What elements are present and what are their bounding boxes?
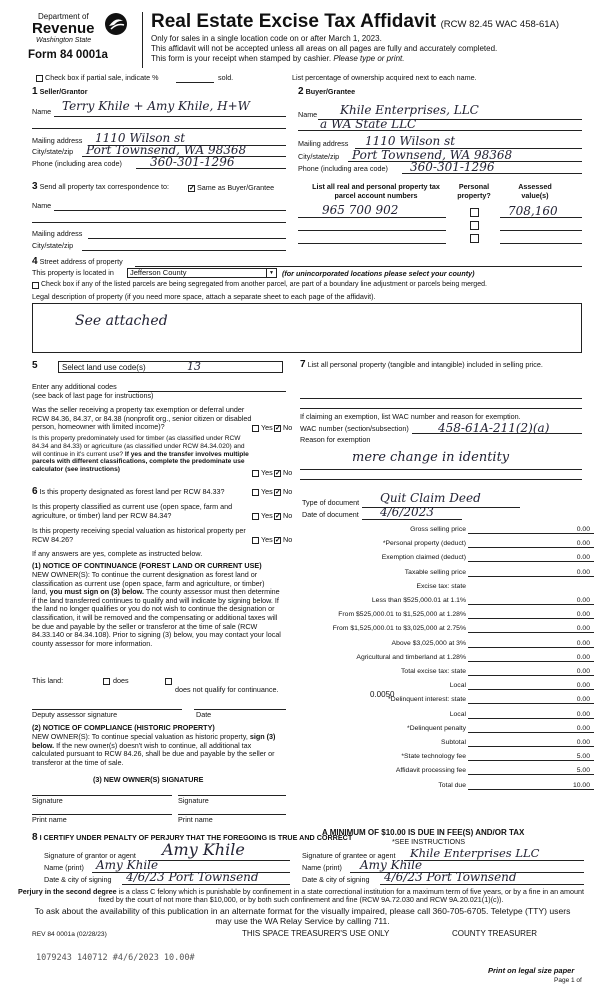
seller-heading: 1 Seller/Grantor bbox=[32, 86, 88, 97]
tax-row-label: Agricultural and timberland at 1.28% bbox=[356, 653, 466, 661]
ownership-note: List percentage of ownership acquired next to each name. bbox=[292, 73, 477, 82]
seller-city-label: City/state/zip bbox=[32, 147, 74, 156]
deputy-signature-label: Deputy assessor signature bbox=[32, 710, 118, 719]
historic-question: Is this property receiving special valuation as historical property per RCW 84.26? bbox=[32, 526, 246, 544]
historic-no-checkbox[interactable]: ✓ bbox=[275, 537, 281, 544]
grantee-name-label: Name (print) bbox=[302, 863, 342, 872]
exemption-question: Was the seller receiving a property tax exemption or deferral under RCW 84.36, 84.37, or 84.38 (nonprofit org., senior citizen or disabled person, homeowner with limited income)? bbox=[32, 405, 252, 432]
located-in-label: This property is located in bbox=[32, 268, 114, 277]
new-owner-signature-label-2: Signature bbox=[178, 796, 209, 805]
grantee-signature-value[interactable]: Khile Enterprises LLC bbox=[410, 846, 540, 860]
county-treasurer-label: COUNTY TREASURER bbox=[452, 929, 538, 938]
tax-row-label: From $1,525,000.01 to $3,025,000 at 2.75% bbox=[332, 625, 466, 633]
buyer-name-value-2[interactable]: a WA State LLC bbox=[320, 117, 417, 131]
minimum-fee-note: A MINIMUM OF $10.00 IS DUE IN FEE(S) AND/OR TAX bbox=[322, 828, 525, 837]
timber-no-label: No bbox=[283, 468, 293, 477]
grantor-name-label: Name (print) bbox=[44, 863, 84, 872]
correspondence-mailing-label: Mailing address bbox=[32, 229, 83, 238]
parcel-number-value[interactable]: 965 700 902 bbox=[322, 203, 399, 217]
seller-phone-label: Phone (including area code) bbox=[32, 159, 122, 168]
reason-value[interactable]: mere change in identity bbox=[352, 450, 510, 465]
buyer-mailing-label: Mailing address bbox=[298, 139, 349, 148]
tax-row-value[interactable]: 5.00 bbox=[576, 767, 590, 775]
tax-row-value[interactable]: 0.00 bbox=[576, 668, 590, 675]
land-use-select-label: Select land use code(s) bbox=[62, 363, 146, 372]
exemption-note: If claiming an exemption, list WAC number and reason for exemption. bbox=[300, 412, 521, 421]
timber-yes-label: Yes bbox=[261, 468, 273, 477]
tax-row bbox=[300, 738, 594, 748]
doc-type-label: Type of document bbox=[302, 498, 360, 507]
dept-line1: Department of bbox=[38, 12, 89, 21]
tax-row-value[interactable]: 0.00 bbox=[576, 653, 590, 661]
assessed-value-col-header: Assessed value(s) bbox=[518, 182, 552, 200]
tax-row bbox=[300, 781, 594, 791]
tax-row-value[interactable]: 5.00 bbox=[576, 753, 590, 761]
treasurer-stamp: 1079243 140712 #4/6/2023 10.00# bbox=[36, 953, 195, 963]
seller-city-value[interactable]: Port Townsend, WA 98368 bbox=[86, 143, 247, 157]
alternate-format-notice: To ask about the availability of this publication in an alternate format for the visually impaired, please call 360-705-6705. Teletype (TTY) users may use the WA Relay Service by calling 711. bbox=[34, 906, 571, 926]
tax-row-value[interactable]: 0.00 bbox=[576, 611, 590, 619]
dept-line2: Revenue bbox=[32, 20, 95, 37]
see-back-label: (see back of last page for instructions) bbox=[32, 391, 154, 400]
wac-value[interactable]: 458-61A-211(2)(a) bbox=[438, 421, 550, 435]
notice-continuance-title: (1) NOTICE OF CONTINUANCE (FOREST LAND OR CURRENT USE) bbox=[32, 561, 262, 570]
tax-row-value[interactable]: 0.00 bbox=[576, 710, 590, 718]
notice-compliance-title: (2) NOTICE OF COMPLIANCE (HISTORIC PROPERTY) bbox=[32, 723, 215, 732]
grantor-signature-value[interactable]: Amy Khile bbox=[162, 840, 245, 859]
parcel-col-header: List all real and personal property tax parcel account numbers bbox=[312, 182, 440, 200]
tax-row bbox=[300, 539, 594, 549]
tax-row-label: *Delinquent interest: state bbox=[388, 696, 466, 704]
exemption-no-checkbox[interactable]: ✓ bbox=[275, 425, 281, 432]
tax-row bbox=[300, 582, 594, 592]
doc-date-label: Date of document bbox=[302, 510, 359, 519]
tax-row-value[interactable]: 0.00 bbox=[576, 696, 590, 704]
personal-property-list-label: 7 List all personal property (tangible and intangible) included in selling price. bbox=[300, 359, 543, 370]
tax-row-value[interactable]: 10.00 bbox=[572, 781, 590, 789]
legal-description-value: See attached bbox=[75, 313, 168, 329]
doc-type-value[interactable]: Quit Claim Deed bbox=[380, 491, 481, 505]
grantor-signature-label: Signature of grantor or agent bbox=[44, 851, 136, 860]
historic-yes-label: Yes bbox=[261, 535, 273, 544]
street-address-label: 4 Street address of property bbox=[32, 256, 123, 267]
seller-mailing-label: Mailing address bbox=[32, 136, 83, 145]
tax-row-value[interactable]: 0.00 bbox=[576, 554, 590, 562]
grantor-date-value[interactable]: 4/6/23 Port Townsend bbox=[126, 870, 259, 884]
tax-row-label: *Delinquent penalty bbox=[407, 724, 466, 732]
tax-row bbox=[300, 525, 594, 535]
tax-row bbox=[300, 710, 594, 720]
current-use-yes-checkbox[interactable] bbox=[252, 513, 259, 520]
timber-yes-checkbox[interactable] bbox=[252, 470, 259, 477]
tax-row-value[interactable]: 0.00 bbox=[576, 526, 590, 533]
new-owner-print-label-1: Print name bbox=[32, 815, 67, 824]
seller-name-value[interactable]: Terry Khile + Amy Khile, H+W bbox=[62, 99, 250, 113]
land-does-not-checkbox[interactable] bbox=[165, 678, 172, 685]
tax-row-value[interactable]: 0.00 bbox=[576, 568, 590, 576]
tax-row-label: Excise tax: state bbox=[416, 582, 466, 590]
tax-row-label: Above $3,025,000 at 3% bbox=[391, 639, 466, 647]
land-does-label: does bbox=[113, 676, 129, 685]
partial-sale-label: Check box if partial sale, indicate % bbox=[45, 73, 159, 82]
tax-row bbox=[300, 596, 594, 606]
grantee-signature-label: Signature of grantee or agent bbox=[302, 851, 396, 860]
see-instructions-note: *SEE INSTRUCTIONS bbox=[392, 837, 466, 846]
new-owner-signature-title: (3) NEW OWNER(S) SIGNATURE bbox=[93, 775, 204, 784]
new-owner-signature-label-1: Signature bbox=[32, 796, 63, 805]
tax-row-label: Exemption claimed (deduct) bbox=[381, 554, 466, 562]
if-yes-note: If any answers are yes, complete as instructed below. bbox=[32, 549, 203, 558]
timber-question: Is this property predominately used for timber (as classified under RCW 84.34 and 84.33) or agriculture (as classified under RCW 84.34.020) and will continue in it's current use? If yes and the transfer involves multiple parcels with different classifications, complete the predominate use calculator (see instructions) bbox=[32, 435, 249, 474]
tax-row bbox=[300, 553, 594, 563]
page-number: Page 1 of bbox=[554, 977, 582, 984]
tax-row bbox=[300, 667, 594, 677]
tax-row-label: From $525,000.01 to $1,525,000 at 1.28% bbox=[338, 611, 466, 619]
enter-codes-label: Enter any additional codes bbox=[32, 382, 117, 391]
tax-row-label: *Personal property (deduct) bbox=[382, 540, 466, 548]
current-use-yes-label: Yes bbox=[261, 511, 273, 520]
buyer-heading: 2 Buyer/Grantee bbox=[298, 86, 356, 97]
tax-row-label: Less than $525,000.01 at 1.1% bbox=[371, 597, 466, 604]
historic-yes-checkbox[interactable] bbox=[252, 537, 259, 544]
header-note-1: Only for sales in a single location code on or after March 1, 2023. bbox=[151, 34, 382, 43]
grantee-name-value[interactable]: Amy Khile bbox=[360, 858, 423, 872]
tax-row bbox=[300, 610, 594, 620]
tax-row-value[interactable]: 0.00 bbox=[576, 540, 590, 548]
wac-label: WAC number (section/subsection) bbox=[300, 424, 409, 433]
new-owner-print-label-2: Print name bbox=[178, 815, 213, 824]
exemption-no-label: No bbox=[283, 423, 293, 432]
tax-row-value[interactable]: 0.00 bbox=[576, 724, 590, 732]
land-use-select-value: 13 bbox=[187, 360, 201, 373]
current-use-question: Is this property classified as current use (open space, farm and agriculture, or timber) land per RCW 84.34? bbox=[32, 502, 233, 520]
tax-row-value[interactable]: 0.00 bbox=[576, 625, 590, 633]
historic-no-label: No bbox=[283, 535, 293, 544]
legal-size-note: Print on legal size paper bbox=[488, 966, 575, 975]
wa-revenue-emblem-icon bbox=[104, 12, 128, 36]
forest-no-checkbox[interactable]: ✓ bbox=[275, 489, 281, 496]
exemption-yes-checkbox[interactable] bbox=[252, 425, 259, 432]
correspondence-name-label: Name bbox=[32, 201, 52, 210]
timber-no-checkbox[interactable]: ✓ bbox=[275, 470, 281, 477]
forest-yes-label: Yes bbox=[261, 487, 273, 496]
seller-mailing-value[interactable]: 1110 Wilson st bbox=[95, 131, 186, 145]
buyer-mailing-value[interactable]: 1110 Wilson st bbox=[365, 134, 456, 148]
tax-row-value[interactable]: 0.00 bbox=[576, 639, 590, 647]
land-does-not-label: does not qualify for continuance. bbox=[175, 685, 279, 694]
buyer-name-value[interactable]: Khile Enterprises, LLC bbox=[340, 103, 479, 117]
tax-row-value[interactable]: 0.00 bbox=[576, 597, 590, 604]
personal-property-col-header: Personal property? bbox=[457, 182, 491, 200]
land-does-checkbox[interactable] bbox=[103, 678, 110, 685]
this-land-label: This land: bbox=[32, 676, 64, 685]
same-as-buyer-checkbox[interactable]: ✓ bbox=[189, 185, 195, 192]
buyer-phone-value[interactable]: 360-301-1296 bbox=[410, 160, 495, 174]
grantor-date-label: Date & city of signing bbox=[44, 875, 112, 884]
land-use-select[interactable] bbox=[58, 361, 283, 373]
tax-row-label: Local bbox=[449, 682, 466, 690]
header-note-2: This affidavit will not be accepted unless all areas on all pages are fully and accurately completed. bbox=[151, 44, 498, 53]
deputy-date-label: Date bbox=[196, 710, 212, 719]
personal-property-checkbox-3[interactable] bbox=[470, 234, 479, 243]
forest-question: 6 Is this property designated as forest land per RCW 84.33? bbox=[32, 486, 225, 497]
tax-row-label: Taxable selling price bbox=[404, 568, 466, 576]
chevron-down-icon: ▼ bbox=[266, 269, 276, 277]
buyer-city-value[interactable]: Port Townsend, WA 98368 bbox=[352, 148, 513, 162]
current-use-no-label: No bbox=[283, 511, 293, 520]
buyer-phone-label: Phone (including area code) bbox=[298, 164, 388, 173]
tax-row-label: Local bbox=[449, 710, 466, 718]
exemption-yes-label: Yes bbox=[261, 423, 273, 432]
county-select[interactable] bbox=[127, 268, 277, 278]
tax-row bbox=[300, 695, 594, 705]
tax-row-value[interactable]: 0.00 bbox=[576, 682, 590, 690]
tax-row-value[interactable]: 0.00 bbox=[576, 739, 590, 746]
same-as-buyer-label: Same as Buyer/Grantee bbox=[197, 183, 275, 192]
revision-label: REV 84 0001a (02/28/23) bbox=[32, 931, 107, 938]
tax-row bbox=[300, 681, 594, 691]
page-title: Real Estate Excise Tax Affidavit (RCW 82.45 WAC 458-61A) bbox=[151, 11, 560, 32]
seller-name-label: Name bbox=[32, 107, 52, 116]
assessed-value[interactable]: 708,160 bbox=[508, 204, 558, 218]
tax-row-label: Total excise tax: state bbox=[401, 668, 466, 675]
perjury-notice: Perjury in the second degree is a class C felony which is punishable by confinement in a state correctional institution for a maximum term of five years, or by a fine in an amount fixed by the court of not more than $10,000, or by both such confinement and fine (RCW 9A.72.030 and RCW 9A.20.021(1)(c)). bbox=[17, 887, 585, 905]
personal-property-checkbox-1[interactable] bbox=[470, 208, 479, 217]
personal-property-checkbox-2[interactable] bbox=[470, 221, 479, 230]
local-rate: 0.0050 bbox=[370, 690, 395, 699]
buyer-city-label: City/state/zip bbox=[298, 152, 340, 161]
segregated-note: Check box if any of the listed parcels are being segregated from another parcel, are part of a boundary line adjustment or parcels being merged. bbox=[41, 281, 487, 288]
segregated-checkbox[interactable] bbox=[32, 282, 39, 289]
grantee-date-value[interactable]: 4/6/23 Port Townsend bbox=[384, 870, 517, 884]
tax-row-label: Total due bbox=[438, 781, 466, 789]
treasurer-use-label: THIS SPACE TREASURER'S USE ONLY bbox=[242, 929, 390, 938]
correspondence-city-label: City/state/zip bbox=[32, 241, 74, 250]
tax-row-label: Affidavit processing fee bbox=[395, 767, 466, 775]
doc-date-value[interactable]: 4/6/2023 bbox=[380, 505, 434, 519]
tax-row-label: Subtotal bbox=[441, 739, 466, 746]
tax-row-label: *State technology fee bbox=[401, 753, 466, 761]
notice-compliance-text: NEW OWNER(S): To continue special valuation as historic property, sign (3) below. If the new owner(s) doesn't wish to continue, all additional tax calculated pursuant to RCW 84.26, shall be due and payable by the seller or transferor at the time of sale. bbox=[32, 732, 276, 767]
seller-phone-value[interactable]: 360-301-1296 bbox=[150, 155, 235, 169]
county-note: (for unincorporated locations please select your county) bbox=[282, 269, 475, 278]
tax-row bbox=[300, 653, 594, 663]
forest-yes-checkbox[interactable] bbox=[252, 489, 259, 496]
correspondence-heading: 3 Send all property tax correspondence to: bbox=[32, 181, 170, 192]
tax-row bbox=[300, 766, 594, 776]
tax-row bbox=[300, 752, 594, 762]
partial-sale-checkbox[interactable] bbox=[36, 75, 43, 82]
notice-continuance-text: NEW OWNER(S): To continue the current designation as forest land or classification as current use (open space, farm and agriculture, or timber) land, you must sign on (3) below. The county assessor must then determine if the land transferred continues to qualify and will indicate by signing below. If the land no longer qualifies or you do not wish to continue the designation or classification, it will be removed and the compensating or additional taxes will be due and payable by the seller or transferor at the time of sale (RCW 84.33.140 or 84.34.108). Prior to signing (3) below, you may contact your local county assessor for more information. bbox=[32, 570, 281, 648]
certify-statement: 8 I CERTIFY UNDER PENALTY OF PERJURY THAT THE FOREGOING IS TRUE AND CORRECT bbox=[32, 832, 353, 843]
reason-label: Reason for exemption bbox=[300, 435, 371, 444]
grantor-name-value[interactable]: Amy Khile bbox=[96, 858, 159, 872]
tax-row bbox=[300, 624, 594, 634]
header-note-3: This form is your receipt when stamped by cashier. Please type or print. bbox=[151, 54, 405, 63]
buyer-name-label: Name bbox=[298, 110, 318, 119]
legal-description-label: Legal description of property (if you need more space, attach a separate sheet to each page of the affidavit). bbox=[32, 292, 376, 301]
current-use-no-checkbox[interactable]: ✓ bbox=[275, 513, 281, 520]
tax-row-label: Gross selling price bbox=[410, 526, 466, 533]
dept-line3: Washington State bbox=[36, 37, 92, 44]
tax-row bbox=[300, 639, 594, 649]
form-number: Form 84 0001a bbox=[28, 49, 108, 61]
tax-row bbox=[300, 568, 594, 578]
tax-row bbox=[300, 724, 594, 734]
partial-sale-sold: sold. bbox=[218, 73, 234, 82]
section5-number: 5 bbox=[32, 360, 38, 371]
forest-no-label: No bbox=[283, 487, 293, 496]
grantee-date-label: Date & city of signing bbox=[302, 875, 370, 884]
county-select-value: Jefferson County bbox=[130, 268, 187, 277]
